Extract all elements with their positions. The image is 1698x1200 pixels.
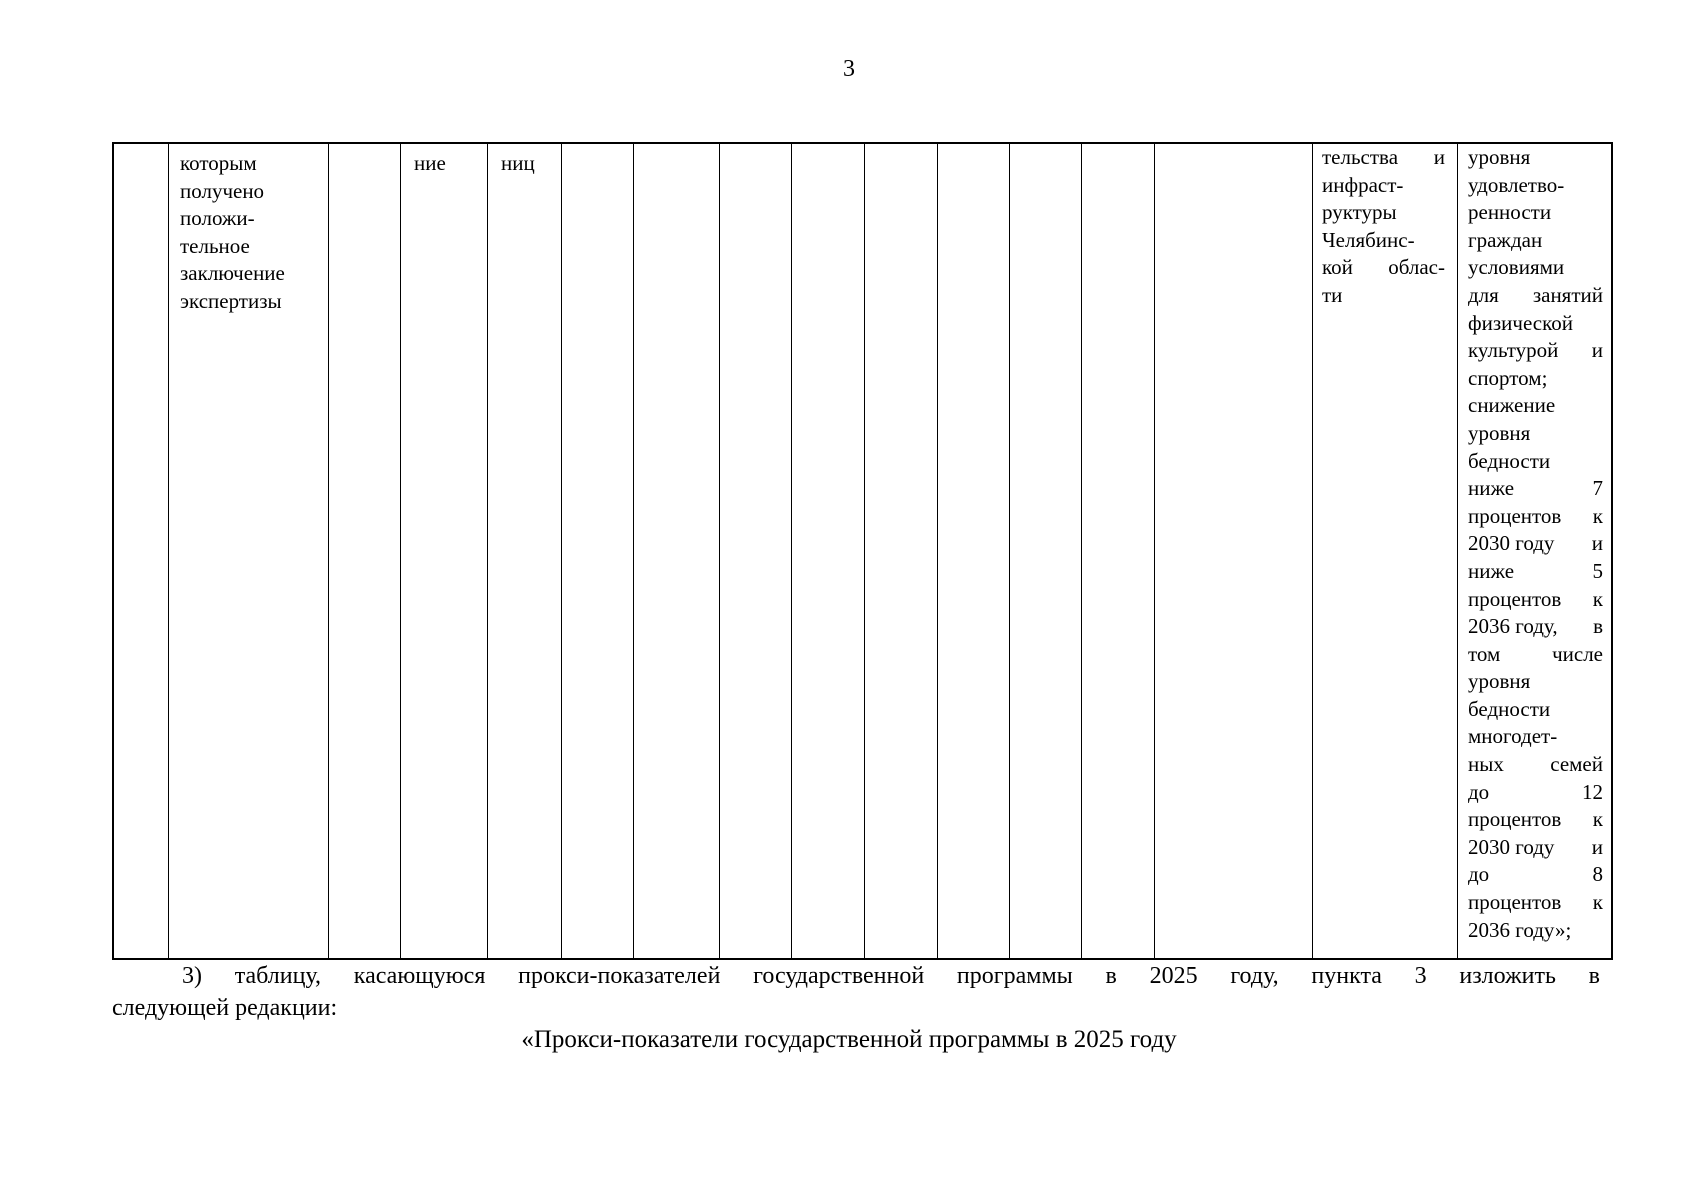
cell-word: бедности: [1468, 696, 1551, 721]
cell-line: [1468, 282, 1603, 310]
cell-line: [1322, 254, 1445, 282]
cell-line: [1468, 365, 1603, 393]
column-divider: [1009, 144, 1010, 958]
cell-word: процентов: [1468, 586, 1562, 611]
cell-col5: [501, 150, 535, 178]
cell-line: [1322, 172, 1445, 200]
cell-national-goal: [1468, 144, 1603, 944]
cell-word: ти: [1322, 282, 1343, 307]
cell-word: 5: [1592, 558, 1603, 583]
cell-line: [1468, 586, 1603, 614]
cell-indicator-name: [180, 150, 285, 316]
cell-word: занятий: [1532, 282, 1603, 307]
cell-word: процентов: [1468, 503, 1562, 528]
cell-word: спортом;: [1468, 365, 1548, 390]
cell-word: 2036 году»;: [1468, 917, 1572, 942]
cell-word: и: [1591, 338, 1603, 363]
page-number: 3: [843, 56, 855, 82]
cell-line: экспертизы: [180, 288, 282, 313]
cell-word: к: [1592, 503, 1603, 528]
cell-word: 12: [1582, 779, 1603, 804]
cell-word: ниже: [1468, 476, 1515, 501]
paragraph-word: 3: [1414, 963, 1427, 989]
paragraph-word: в: [1588, 963, 1600, 989]
cell-line: [1468, 337, 1603, 365]
cell-word: процентов: [1468, 890, 1562, 915]
cell-word: кой: [1322, 255, 1353, 280]
cell-word: до: [1468, 779, 1490, 804]
cell-line: которым: [180, 151, 257, 175]
continuation-table: [112, 142, 1613, 960]
cell-word: и: [1591, 834, 1603, 859]
cell-word: для: [1468, 282, 1499, 307]
cell-word: в: [1593, 614, 1603, 639]
paragraph-word: пункта: [1311, 963, 1382, 989]
cell-word: числе: [1552, 641, 1603, 666]
column-divider: [937, 144, 938, 958]
column-divider: [561, 144, 562, 958]
paragraph-line-1: [112, 960, 1600, 992]
cell-word: граждан: [1468, 227, 1543, 252]
paragraph-word: касающуюся: [353, 963, 486, 989]
cell-line: [1468, 779, 1603, 807]
cell-line: ние: [414, 151, 446, 175]
cell-line: [1468, 668, 1603, 696]
cell-word: снижение: [1468, 393, 1556, 418]
paragraph-word: изложить: [1459, 963, 1556, 989]
cell-line: [1468, 199, 1603, 227]
cell-word: удовлетво-: [1468, 172, 1565, 197]
cell-word: семей: [1550, 752, 1603, 777]
cell-line: [1468, 696, 1603, 724]
column-divider: [633, 144, 634, 958]
paragraph-word: программы: [956, 963, 1073, 989]
cell-word: уровня: [1468, 420, 1531, 445]
cell-line: заключение: [180, 261, 285, 286]
cell-line: [1468, 613, 1603, 641]
paragraph-line-2: следующей редакции:: [112, 995, 338, 1021]
cell-line: [1468, 917, 1603, 945]
cell-word: к: [1592, 586, 1603, 611]
column-divider: [719, 144, 720, 958]
cell-word: 7: [1592, 476, 1603, 501]
cell-word: Челябинс-: [1322, 227, 1415, 252]
cell-line: [1468, 503, 1603, 531]
column-divider: [487, 144, 488, 958]
cell-line: [1468, 861, 1603, 889]
cell-word: руктуры: [1322, 200, 1397, 225]
cell-line: [1468, 751, 1603, 779]
cell-col4: [414, 150, 446, 178]
cell-line: [1468, 641, 1603, 669]
column-divider: [1154, 144, 1155, 958]
cell-word: физической: [1468, 310, 1573, 335]
paragraph-word: 3): [182, 963, 202, 989]
cell-responsible: [1322, 144, 1445, 310]
cell-line: [1468, 558, 1603, 586]
paragraph-word: таблицу,: [234, 963, 322, 989]
paragraph-word: в: [1105, 963, 1117, 989]
cell-line: [1322, 199, 1445, 227]
cell-line: [1468, 448, 1603, 476]
cell-line: [1468, 806, 1603, 834]
cell-line: тельное: [180, 233, 250, 258]
cell-word: к: [1592, 890, 1603, 915]
cell-line: [1322, 144, 1445, 172]
column-divider: [400, 144, 401, 958]
cell-line: [1468, 834, 1603, 862]
paragraph-word: году,: [1230, 963, 1279, 989]
cell-word: уровня: [1468, 669, 1531, 694]
cell-word: процентов: [1468, 807, 1562, 832]
cell-line: [1468, 254, 1603, 282]
cell-line: [1468, 310, 1603, 338]
amendment-paragraph: [112, 960, 1600, 1024]
cell-word: том: [1468, 641, 1501, 666]
cell-word: облас-: [1388, 255, 1445, 280]
paragraph-word: прокси-показателей: [518, 963, 721, 989]
cell-word: до: [1468, 862, 1490, 887]
cell-word: бедности: [1468, 448, 1551, 473]
cell-line: ниц: [501, 151, 535, 175]
cell-line: [1468, 227, 1603, 255]
cell-word: 2036 году,: [1468, 614, 1558, 639]
cell-word: к: [1592, 807, 1603, 832]
cell-line: [1468, 723, 1603, 751]
paragraph-word: государственной: [753, 963, 925, 989]
cell-word: уровня: [1468, 145, 1531, 169]
cell-line: положи-: [180, 206, 255, 231]
cell-word: ных: [1468, 752, 1504, 777]
cell-word: условиями: [1468, 255, 1565, 280]
cell-line: [1468, 475, 1603, 503]
table-subtitle: «Прокси-показатели государственной программы в 2025 году: [521, 1026, 1177, 1053]
cell-line: [1468, 144, 1603, 172]
column-divider: [168, 144, 169, 958]
cell-line: [1322, 227, 1445, 255]
cell-word: ренности: [1468, 200, 1552, 225]
column-divider: [328, 144, 329, 958]
cell-word: 2030 году: [1468, 834, 1555, 859]
cell-word: 2030 году: [1468, 531, 1555, 556]
cell-word: и: [1433, 145, 1445, 169]
cell-word: 8: [1592, 862, 1603, 887]
cell-line: [1468, 392, 1603, 420]
cell-line: [1468, 420, 1603, 448]
column-divider: [864, 144, 865, 958]
paragraph-word: 2025: [1149, 963, 1198, 989]
cell-word: и: [1591, 531, 1603, 556]
cell-line: [1322, 282, 1445, 310]
column-divider: [1081, 144, 1082, 958]
cell-line: [1468, 530, 1603, 558]
cell-line: [1468, 172, 1603, 200]
column-divider: [791, 144, 792, 958]
cell-line: [1468, 889, 1603, 917]
cell-line: получено: [180, 178, 265, 203]
cell-word: тельства: [1322, 145, 1399, 169]
column-divider: [1312, 144, 1313, 958]
cell-word: многодет-: [1468, 724, 1558, 749]
cell-word: ниже: [1468, 558, 1515, 583]
cell-word: культурой: [1468, 338, 1559, 363]
cell-word: инфраст-: [1322, 172, 1404, 197]
column-divider: [1457, 144, 1458, 958]
